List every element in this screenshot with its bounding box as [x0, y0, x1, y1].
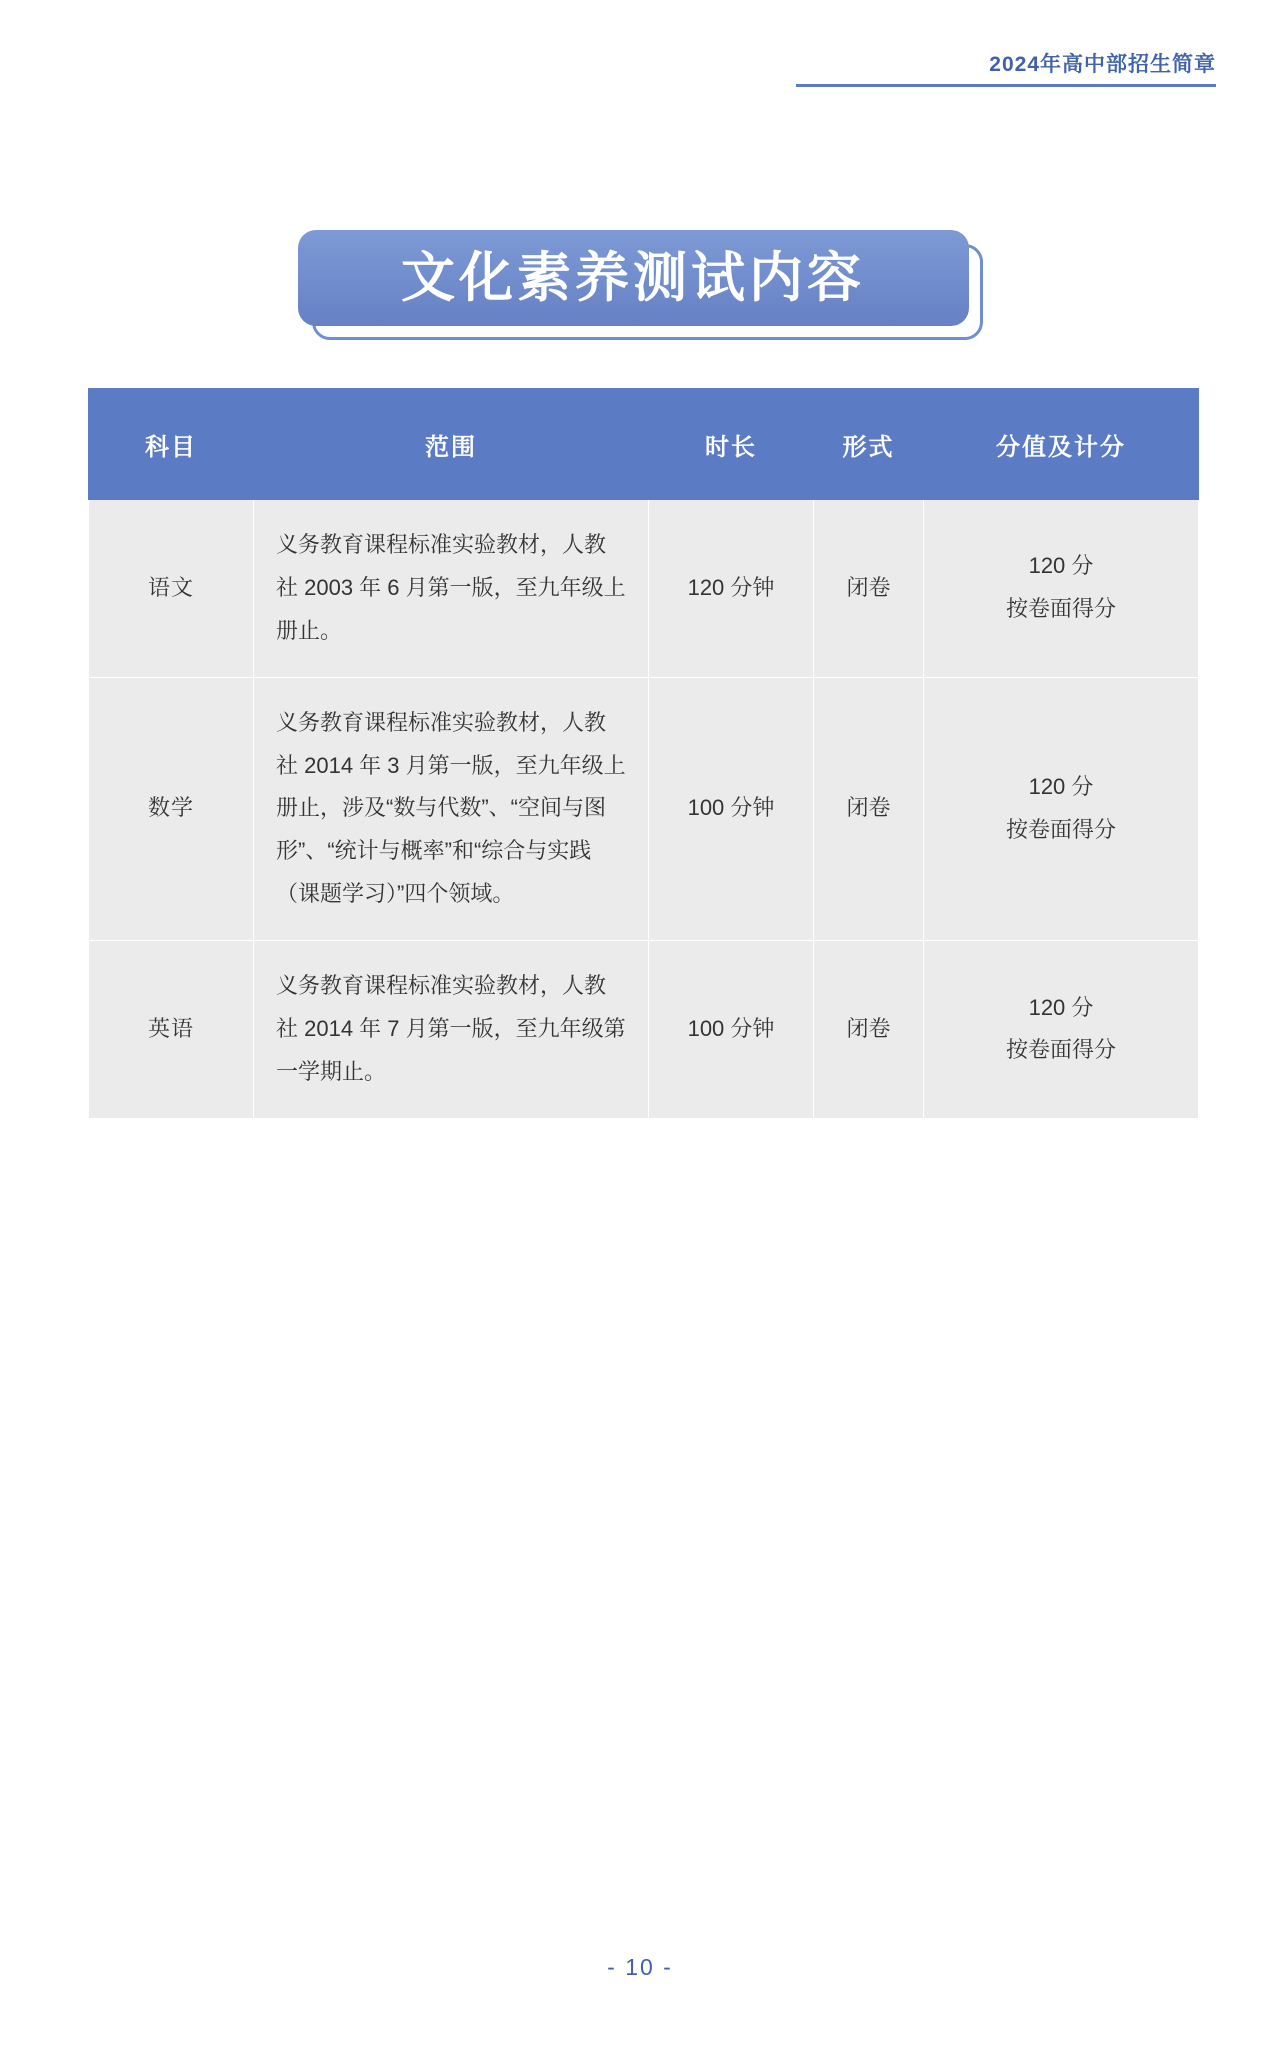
column-header-duration: 时长 [649, 389, 814, 500]
section-title: 文化素养测试内容 [401, 248, 865, 308]
cell-duration: 100 分钟 [649, 677, 814, 940]
cell-subject: 语文 [89, 500, 254, 678]
page-number: - 10 - [607, 1954, 673, 1980]
page-header [796, 52, 1216, 87]
table-row [89, 677, 1199, 940]
cell-subject: 数学 [89, 677, 254, 940]
cell-score-value: 120 分 [1028, 994, 1094, 1020]
cell-duration: 100 分钟 [649, 941, 814, 1119]
header-divider [796, 84, 1216, 87]
cell-score-rule: 按卷面得分 [1005, 816, 1116, 842]
cell-scope: 义务教育课程标准实验教材，人教社 2014 年 3 月第一版，至九年级上册止，涉及“数与代数”、“空间与图形”、“统计与概率”和“综合与实践（课题学习）”四个领域。 [254, 677, 649, 940]
cell-format: 闭卷 [814, 500, 924, 678]
cell-scope: 义务教育课程标准实验教材，人教社 2014 年 7 月第一版，至九年级第一学期止。 [254, 941, 649, 1119]
cell-subject: 英语 [89, 941, 254, 1119]
column-header-subject: 科目 [89, 389, 254, 500]
header-title: 2024年高中部招生简章 [989, 53, 1216, 76]
cell-score-value: 120 分 [1028, 774, 1094, 799]
test-content-table-wrapper [88, 388, 1198, 1119]
cell-score [924, 941, 1199, 1119]
column-header-format: 形式 [814, 389, 924, 500]
cell-score-rule: 按卷面得分 [1005, 596, 1116, 622]
cell-format: 闭卷 [814, 941, 924, 1119]
table-row [89, 941, 1199, 1119]
cell-format: 闭卷 [814, 677, 924, 940]
page-footer [0, 1954, 1280, 1981]
test-content-table [88, 388, 1199, 1119]
cell-duration: 120 分钟 [649, 500, 814, 678]
section-title-banner [0, 230, 1280, 340]
table-header-row [89, 389, 1199, 500]
cell-scope: 义务教育课程标准实验教材，人教社 2003 年 6 月第一版，至九年级上册止。 [254, 500, 649, 678]
column-header-score: 分值及计分 [924, 389, 1199, 500]
column-header-scope: 范围 [254, 389, 649, 500]
cell-score [924, 677, 1199, 940]
cell-score-value: 120 分 [1028, 553, 1094, 579]
table-row [89, 500, 1199, 678]
cell-score-rule: 按卷面得分 [1005, 1037, 1116, 1063]
banner-fill [298, 230, 969, 326]
cell-score [924, 500, 1199, 678]
